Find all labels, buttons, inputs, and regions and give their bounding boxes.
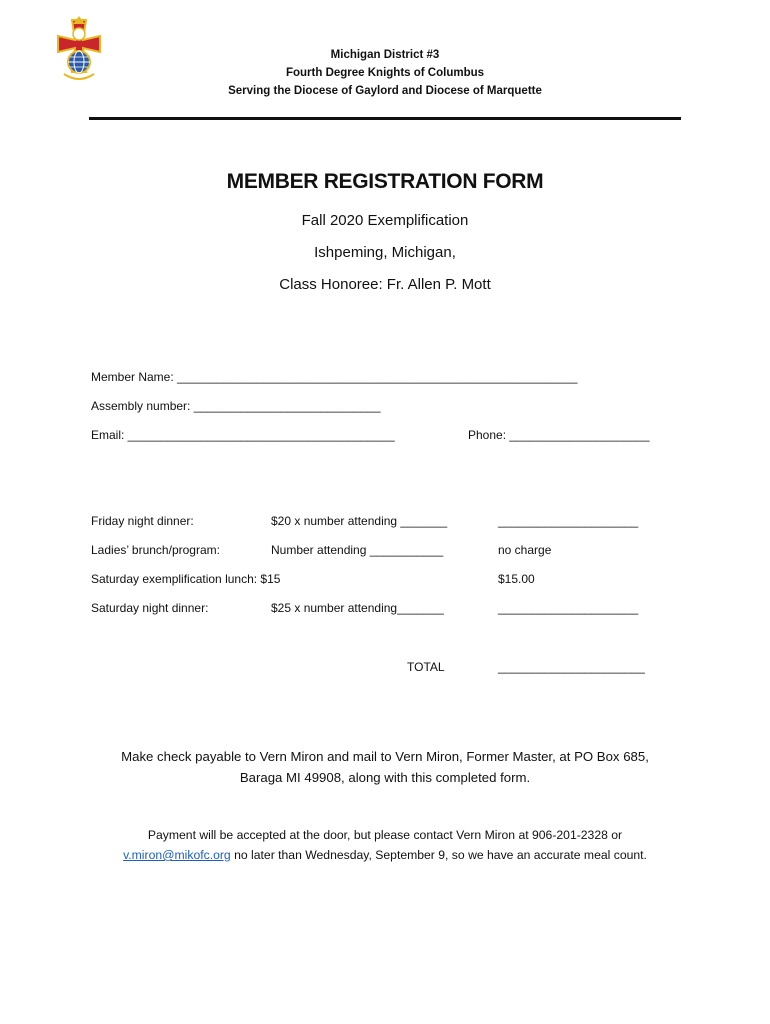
event-label: Saturday night dinner: [91, 601, 209, 615]
event-detail[interactable]: $25 x number attending_______ [271, 601, 444, 615]
event-detail[interactable]: Number attending ___________ [271, 543, 444, 557]
event-row-friday-dinner [0, 514, 770, 530]
event-name: Fall 2020 Exemplification [301, 212, 469, 229]
event-amount[interactable]: _____________________ [498, 601, 639, 615]
member-name-field[interactable]: Member Name: ____________________________________________________________ [91, 370, 578, 384]
event-label: Friday night dinner: [91, 514, 194, 528]
event-row-ladies-brunch [0, 543, 770, 559]
form-title: MEMBER REGISTRATION FORM [226, 170, 544, 193]
email-field[interactable]: Email: ________________________________________ [91, 428, 395, 442]
total-label: TOTAL [407, 660, 445, 674]
event-amount: $15.00 [498, 572, 535, 586]
event-amount[interactable]: _____________________ [498, 514, 639, 528]
phone-field[interactable]: Phone: _____________________ [468, 428, 650, 442]
diocese-line: Serving the Diocese of Gaylord and Diocese of Marquette [228, 85, 542, 97]
contact-email-link[interactable]: v.miron@mikofc.org [123, 848, 231, 862]
organization-line: Fourth Degree Knights of Columbus [285, 67, 485, 79]
event-location: Ishpeming, Michigan, [314, 244, 456, 261]
note-line-1: Payment will be accepted at the door, but please contact Vern Miron at 906-201-2328 or [147, 828, 623, 842]
event-label: Ladies’ brunch/program: [91, 543, 220, 557]
note-line-2-text: no later than Wednesday, September 9, so we have an accurate meal count. [230, 848, 647, 862]
note-line-2 [0, 845, 770, 865]
instructions-line-1: Make check payable to Vern Miron and mail to Vern Miron, Former Master, at PO Box 685, [121, 749, 649, 764]
payment-instructions [0, 746, 770, 788]
event-amount: no charge [498, 543, 552, 557]
event-row-saturday-lunch [0, 572, 770, 588]
header-divider [89, 117, 681, 120]
total-field[interactable]: ______________________ [498, 660, 645, 674]
instructions-line-2: Baraga MI 49908, along with this completed form. [239, 770, 531, 785]
class-honoree: Class Honoree: Fr. Allen P. Mott [279, 276, 491, 293]
event-detail[interactable]: $20 x number attending _______ [271, 514, 448, 528]
district-line: Michigan District #3 [330, 49, 440, 61]
payment-note [0, 825, 770, 865]
assembly-number-field[interactable]: Assembly number: ____________________________ [91, 399, 381, 413]
event-label: Saturday exemplification lunch: $15 [91, 572, 281, 586]
event-row-saturday-dinner [0, 601, 770, 617]
letterhead [0, 46, 770, 100]
